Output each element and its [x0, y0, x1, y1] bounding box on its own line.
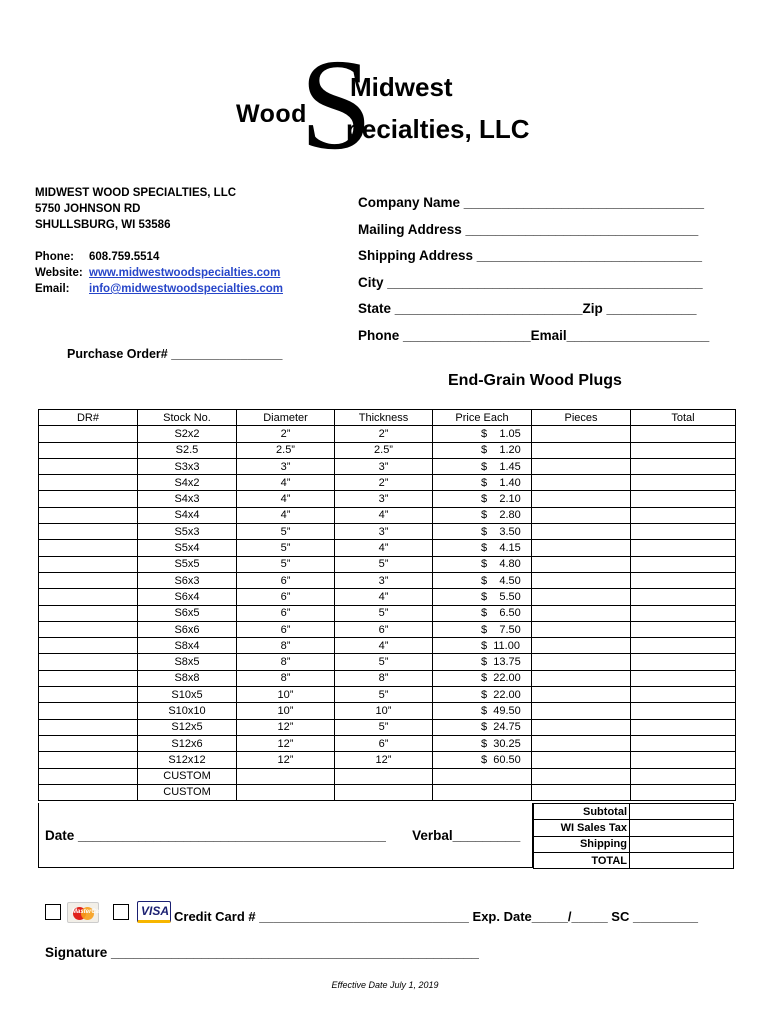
diameter-cell: 6” — [237, 572, 335, 588]
total-cell[interactable] — [631, 491, 736, 507]
signature-field[interactable]: Signature _________________________________________________ — [45, 945, 479, 960]
email-link[interactable]: info@midwestwoodspecialties.com — [89, 283, 283, 295]
logo-s: S — [300, 33, 373, 177]
thickness-cell: 5” — [335, 654, 433, 670]
stock-cell: S12x6 — [138, 735, 237, 751]
diameter-cell: 5” — [237, 556, 335, 572]
dr-cell[interactable] — [39, 719, 138, 735]
stock-cell: S2.5 — [138, 442, 237, 458]
table-row — [39, 621, 736, 637]
pieces-cell[interactable] — [532, 426, 631, 442]
thickness-cell: 5” — [335, 605, 433, 621]
price-cell: $ 4.50 — [433, 572, 532, 588]
pieces-cell[interactable] — [532, 638, 631, 654]
diameter-cell: 5” — [237, 524, 335, 540]
thickness-cell: 4” — [335, 638, 433, 654]
price-cell: $ 4.80 — [433, 556, 532, 572]
dr-cell[interactable] — [39, 768, 138, 784]
thickness-cell: 3” — [335, 572, 433, 588]
price-cell: $ 13.75 — [433, 654, 532, 670]
dr-cell[interactable] — [39, 638, 138, 654]
price-cell: $ 6.50 — [433, 605, 532, 621]
table-row — [39, 475, 736, 491]
stock-cell: S5x3 — [138, 524, 237, 540]
diameter-cell: 6” — [237, 621, 335, 637]
pieces-cell[interactable] — [532, 458, 631, 474]
dr-cell[interactable] — [39, 703, 138, 719]
table-row — [39, 556, 736, 572]
table-row — [39, 589, 736, 605]
total-label: TOTAL — [534, 852, 630, 868]
total-cell[interactable] — [631, 687, 736, 703]
company-city: SHULLSBURG, WI 53586 — [35, 219, 171, 231]
pieces-cell[interactable] — [532, 524, 631, 540]
total-cell[interactable] — [631, 524, 736, 540]
pieces-cell[interactable] — [532, 491, 631, 507]
price-cell: $ 24.75 — [433, 719, 532, 735]
stock-cell: S4x3 — [138, 491, 237, 507]
table-header-row — [39, 410, 736, 426]
total-cell[interactable] — [631, 784, 736, 800]
tax-label: WI Sales Tax — [534, 820, 630, 836]
thickness-cell: 2” — [335, 426, 433, 442]
total-cell[interactable] — [631, 507, 736, 523]
mastercard-icon: MasterCard — [67, 902, 99, 923]
price-cell: $ 4.15 — [433, 540, 532, 556]
diameter-cell: 12” — [237, 752, 335, 768]
price-cell: $ 11.00 — [433, 638, 532, 654]
diameter-cell: 6” — [237, 605, 335, 621]
dr-cell[interactable] — [39, 784, 138, 800]
diameter-cell: 12” — [237, 735, 335, 751]
price-cell: $ 1.45 — [433, 458, 532, 474]
total-cell[interactable] — [631, 442, 736, 458]
thickness-cell: 4” — [335, 507, 433, 523]
diameter-cell — [237, 784, 335, 800]
mailing-address-field[interactable]: Mailing Address _______________________________ — [358, 222, 699, 237]
col-header-dr: DR# — [39, 410, 138, 426]
thickness-cell — [335, 768, 433, 784]
diameter-cell: 4” — [237, 475, 335, 491]
pieces-cell[interactable] — [532, 475, 631, 491]
total-cell[interactable] — [631, 458, 736, 474]
col-header-pieces: Pieces — [532, 410, 631, 426]
totals-table — [533, 803, 734, 869]
total-cell[interactable] — [631, 735, 736, 751]
table-row — [39, 540, 736, 556]
company-name-field[interactable]: Company Name ________________________________ — [358, 195, 705, 210]
total-cell[interactable] — [631, 540, 736, 556]
thickness-cell: 6” — [335, 621, 433, 637]
diameter-cell: 3” — [237, 458, 335, 474]
price-cell: $ 22.00 — [433, 687, 532, 703]
dr-cell[interactable] — [39, 605, 138, 621]
logo-wood: Wood — [236, 100, 307, 128]
stock-cell: S6x5 — [138, 605, 237, 621]
diameter-cell: 4” — [237, 507, 335, 523]
table-row — [39, 719, 736, 735]
company-name: MIDWEST WOOD SPECIALTIES, LLC — [35, 187, 237, 199]
stock-cell: CUSTOM — [138, 768, 237, 784]
pieces-cell[interactable] — [532, 654, 631, 670]
dr-cell[interactable] — [39, 556, 138, 572]
product-title: End-Grain Wood Plugs — [448, 372, 622, 389]
pieces-cell[interactable] — [532, 507, 631, 523]
logo-specialties: pecialties, LLC — [346, 114, 530, 144]
pieces-cell[interactable] — [532, 442, 631, 458]
pieces-cell[interactable] — [532, 540, 631, 556]
thickness-cell: 8” — [335, 670, 433, 686]
price-cell: $ 5.50 — [433, 589, 532, 605]
dr-cell[interactable] — [39, 475, 138, 491]
diameter-cell: 10” — [237, 703, 335, 719]
pieces-cell[interactable] — [532, 752, 631, 768]
dr-cell[interactable] — [39, 752, 138, 768]
price-cell: $ 49.50 — [433, 703, 532, 719]
col-header-total: Total — [631, 410, 736, 426]
dr-cell[interactable] — [39, 735, 138, 751]
dr-cell[interactable] — [39, 540, 138, 556]
total-cell[interactable] — [631, 556, 736, 572]
table-row — [39, 703, 736, 719]
stock-cell: S3x3 — [138, 458, 237, 474]
total-cell[interactable] — [631, 589, 736, 605]
price-cell: $ 3.50 — [433, 524, 532, 540]
state-zip-field[interactable]: State _________________________Zip ____________ — [358, 301, 697, 316]
price-cell: $ 1.05 — [433, 426, 532, 442]
price-cell: $ 30.25 — [433, 735, 532, 751]
pieces-cell[interactable] — [532, 572, 631, 588]
dr-cell[interactable] — [39, 572, 138, 588]
dr-cell[interactable] — [39, 458, 138, 474]
date-verbal-field[interactable]: Date _________________________________________ Verbal_________ — [45, 828, 521, 843]
phone-value: 608.759.5514 — [89, 251, 160, 263]
stock-cell: CUSTOM — [138, 784, 237, 800]
pieces-cell[interactable] — [532, 670, 631, 686]
total-cell[interactable] — [631, 426, 736, 442]
table-row — [39, 752, 736, 768]
website-label: Website: — [35, 267, 83, 279]
stock-cell: S5x4 — [138, 540, 237, 556]
diameter-cell — [237, 768, 335, 784]
email-label: Email: — [35, 283, 70, 295]
diameter-cell: 4” — [237, 491, 335, 507]
total-cell[interactable] — [631, 703, 736, 719]
pieces-cell[interactable] — [532, 556, 631, 572]
dr-cell[interactable] — [39, 687, 138, 703]
stock-cell: S4x4 — [138, 507, 237, 523]
thickness-cell: 5” — [335, 687, 433, 703]
mastercard-checkbox[interactable] — [45, 904, 61, 920]
table-row — [39, 491, 736, 507]
thickness-cell: 4” — [335, 589, 433, 605]
price-cell — [433, 768, 532, 784]
shipping-label: Shipping — [534, 836, 630, 852]
stock-cell: S12x12 — [138, 752, 237, 768]
table-row — [39, 670, 736, 686]
pieces-cell[interactable] — [532, 735, 631, 751]
diameter-cell: 2” — [237, 426, 335, 442]
table-row — [39, 654, 736, 670]
price-cell — [433, 784, 532, 800]
dr-cell[interactable] — [39, 442, 138, 458]
dr-cell[interactable] — [39, 654, 138, 670]
price-cell: $ 2.80 — [433, 507, 532, 523]
dr-cell[interactable] — [39, 491, 138, 507]
table-row — [39, 687, 736, 703]
visa-icon: VISA — [137, 901, 171, 923]
purchase-order-field[interactable]: Purchase Order# ________________ — [67, 347, 283, 361]
thickness-cell: 3” — [335, 458, 433, 474]
thickness-cell: 12” — [335, 752, 433, 768]
total-cell[interactable] — [631, 621, 736, 637]
pieces-cell[interactable] — [532, 687, 631, 703]
diameter-cell: 12” — [237, 719, 335, 735]
stock-cell: S8x5 — [138, 654, 237, 670]
stock-cell: S8x4 — [138, 638, 237, 654]
credit-card-field[interactable]: Credit Card # _____________________________ Exp. Date_____/_____ SC _________ — [174, 909, 699, 924]
col-header-thickness: Thickness — [335, 410, 433, 426]
table-row — [39, 638, 736, 654]
thickness-cell: 5” — [335, 719, 433, 735]
pieces-cell[interactable] — [532, 719, 631, 735]
total-cell[interactable] — [631, 605, 736, 621]
stock-cell: S10x10 — [138, 703, 237, 719]
total-cell[interactable] — [631, 768, 736, 784]
col-header-price: Price Each — [433, 410, 532, 426]
stock-cell: S6x6 — [138, 621, 237, 637]
shipping-address-field[interactable]: Shipping Address ______________________________ — [358, 248, 702, 263]
subtotal-value[interactable] — [630, 804, 734, 820]
effective-date: Effective Date July 1, 2019 — [331, 980, 439, 990]
company-street: 5750 JOHNSON RD — [35, 203, 141, 215]
diameter-cell: 8” — [237, 654, 335, 670]
stock-cell: S4x2 — [138, 475, 237, 491]
price-cell: $ 1.40 — [433, 475, 532, 491]
visa-checkbox[interactable] — [113, 904, 129, 920]
pieces-cell[interactable] — [532, 589, 631, 605]
pieces-cell[interactable] — [532, 768, 631, 784]
stock-cell: S5x5 — [138, 556, 237, 572]
price-cell: $ 2.10 — [433, 491, 532, 507]
dr-cell[interactable] — [39, 589, 138, 605]
pieces-cell[interactable] — [532, 703, 631, 719]
table-row — [39, 735, 736, 751]
stock-cell: S12x5 — [138, 719, 237, 735]
dr-cell[interactable] — [39, 524, 138, 540]
thickness-cell: 3” — [335, 491, 433, 507]
table-row — [39, 524, 736, 540]
city-field[interactable]: City __________________________________________ — [358, 275, 703, 290]
table-row — [39, 426, 736, 442]
pieces-cell[interactable] — [532, 605, 631, 621]
diameter-cell: 10” — [237, 687, 335, 703]
table-row — [39, 442, 736, 458]
col-header-diameter: Diameter — [237, 410, 335, 426]
total-cell[interactable] — [631, 638, 736, 654]
table-row — [39, 605, 736, 621]
product-table — [38, 409, 736, 801]
dr-cell[interactable] — [39, 426, 138, 442]
thickness-cell: 10” — [335, 703, 433, 719]
total-cell[interactable] — [631, 475, 736, 491]
tax-value[interactable] — [630, 820, 734, 836]
phone-label: Phone: — [35, 251, 74, 263]
table-row — [39, 507, 736, 523]
logo-midwest: Midwest — [350, 72, 453, 102]
thickness-cell: 2.5” — [335, 442, 433, 458]
diameter-cell: 6” — [237, 589, 335, 605]
phone-email-field[interactable]: Phone _________________Email___________________ — [358, 328, 710, 343]
diameter-cell: 2.5” — [237, 442, 335, 458]
subtotal-label: Subtotal — [534, 804, 630, 820]
thickness-cell: 4” — [335, 540, 433, 556]
price-cell: $ 1.20 — [433, 442, 532, 458]
price-cell: $ 22.00 — [433, 670, 532, 686]
total-cell[interactable] — [631, 572, 736, 588]
stock-cell: S6x3 — [138, 572, 237, 588]
total-cell[interactable] — [631, 654, 736, 670]
diameter-cell: 5” — [237, 540, 335, 556]
dr-cell[interactable] — [39, 670, 138, 686]
dr-cell[interactable] — [39, 621, 138, 637]
thickness-cell — [335, 784, 433, 800]
total-cell[interactable] — [631, 719, 736, 735]
table-row — [39, 572, 736, 588]
diameter-cell: 8” — [237, 670, 335, 686]
stock-cell: S10x5 — [138, 687, 237, 703]
shipping-value[interactable] — [630, 836, 734, 852]
pieces-cell[interactable] — [532, 784, 631, 800]
stock-cell: S2x2 — [138, 426, 237, 442]
stock-cell: S6x4 — [138, 589, 237, 605]
thickness-cell: 2” — [335, 475, 433, 491]
total-cell[interactable] — [631, 752, 736, 768]
price-cell: $ 7.50 — [433, 621, 532, 637]
col-header-stock: Stock No. — [138, 410, 237, 426]
table-row — [39, 458, 736, 474]
thickness-cell: 3” — [335, 524, 433, 540]
price-cell: $ 60.50 — [433, 752, 532, 768]
table-row — [39, 784, 736, 800]
pieces-cell[interactable] — [532, 621, 631, 637]
stock-cell: S8x8 — [138, 670, 237, 686]
table-row — [39, 768, 736, 784]
dr-cell[interactable] — [39, 507, 138, 523]
total-value[interactable] — [630, 852, 734, 868]
diameter-cell: 8” — [237, 638, 335, 654]
website-link[interactable]: www.midwestwoodspecialties.com — [89, 267, 281, 279]
thickness-cell: 5” — [335, 556, 433, 572]
total-cell[interactable] — [631, 670, 736, 686]
thickness-cell: 6” — [335, 735, 433, 751]
